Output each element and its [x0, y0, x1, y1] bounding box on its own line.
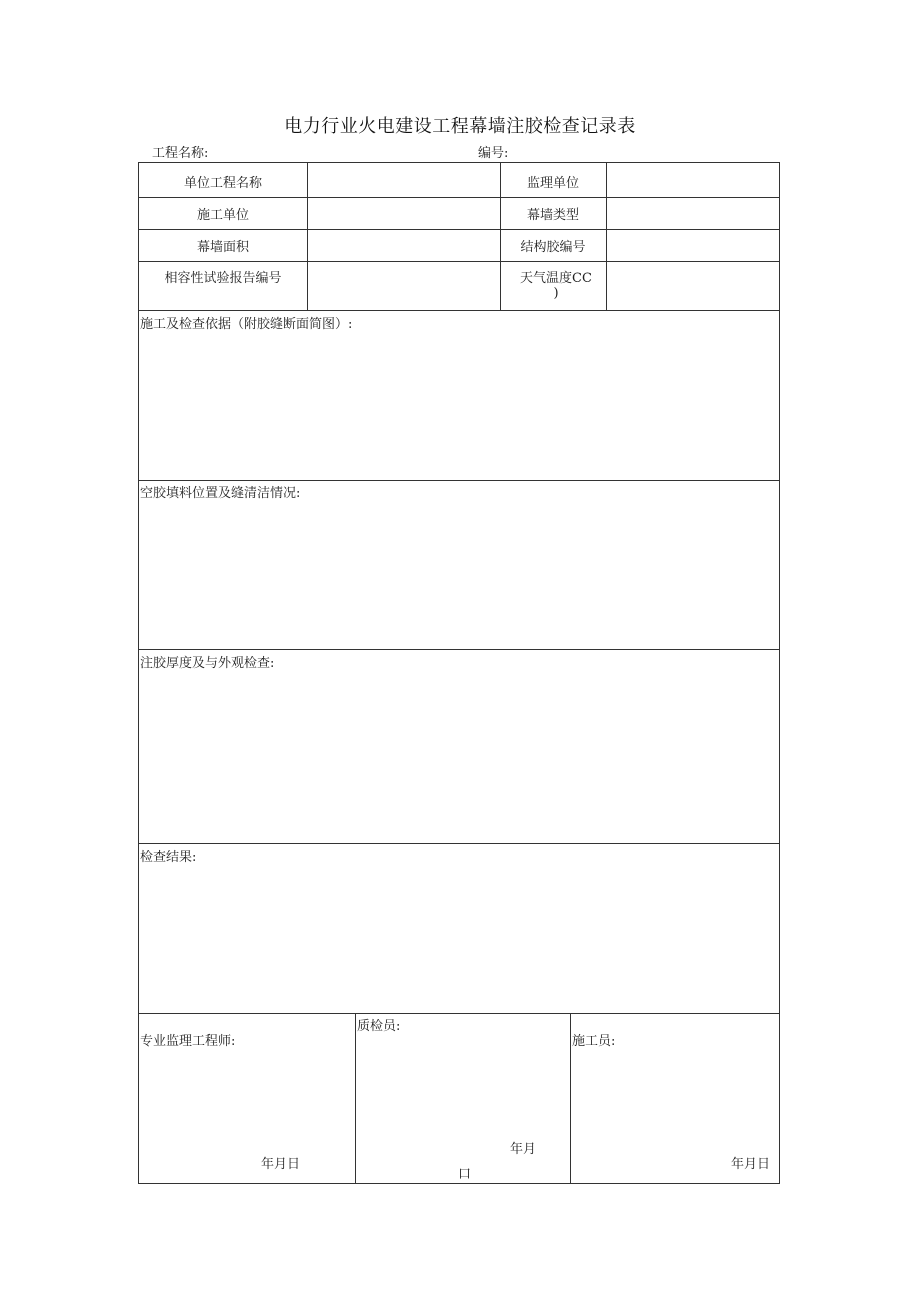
column-divider [606, 163, 607, 310]
structural-glue-number-label: 结构胶编号 [520, 240, 586, 255]
inspection-form [138, 162, 780, 1184]
column-divider [307, 163, 308, 310]
curtain-wall-type-label: 幕墙类型 [526, 208, 579, 223]
supervisor-date: 年月日 [261, 1157, 301, 1172]
row-divider [139, 261, 779, 262]
compatibility-report-number-label: 相容性试验报告编号 [164, 271, 282, 286]
weather-temperature-close: ) [553, 286, 559, 301]
thickness-section-label: 注胶厚度及与外观检查: [140, 656, 275, 671]
project-name-label: 工程名称: [152, 146, 209, 161]
inspector-date-day: 口 [458, 1167, 472, 1182]
page-title: 电力行业火电建设工程幕墙注胶检查记录表 [284, 116, 636, 137]
number-label: 编号: [478, 146, 509, 161]
column-divider [355, 1013, 356, 1183]
basis-section-label: 施工及检查依据（附胶缝断面简图）: [140, 317, 353, 332]
weather-temperature-text: 天气温度CC [520, 271, 592, 286]
weather-temperature-label [506, 267, 606, 301]
row-divider [139, 649, 779, 650]
builder-signature-label: 施工员: [572, 1034, 616, 1049]
column-divider [570, 1013, 571, 1183]
row-divider [139, 229, 779, 230]
row-divider [139, 197, 779, 198]
row-divider [139, 1013, 779, 1014]
result-section-label: 检查结果: [140, 850, 197, 865]
row-divider [139, 310, 779, 311]
construction-unit-label: 施工单位 [196, 208, 249, 223]
inspector-signature-label: 质检员: [357, 1019, 401, 1034]
builder-date: 年月日 [731, 1157, 771, 1172]
filling-section-label: 空胶填料位置及缝清洁情况: [140, 486, 301, 501]
unit-project-name-label: 单位工程名称 [183, 176, 262, 191]
row-divider [139, 480, 779, 481]
supervisor-signature-label: 专业监理工程师: [140, 1034, 236, 1049]
curtain-wall-area-label: 幕墙面积 [196, 240, 249, 255]
supervision-unit-label: 监理单位 [526, 176, 579, 191]
row-divider [139, 843, 779, 844]
inspector-date: 年月 [510, 1142, 537, 1157]
